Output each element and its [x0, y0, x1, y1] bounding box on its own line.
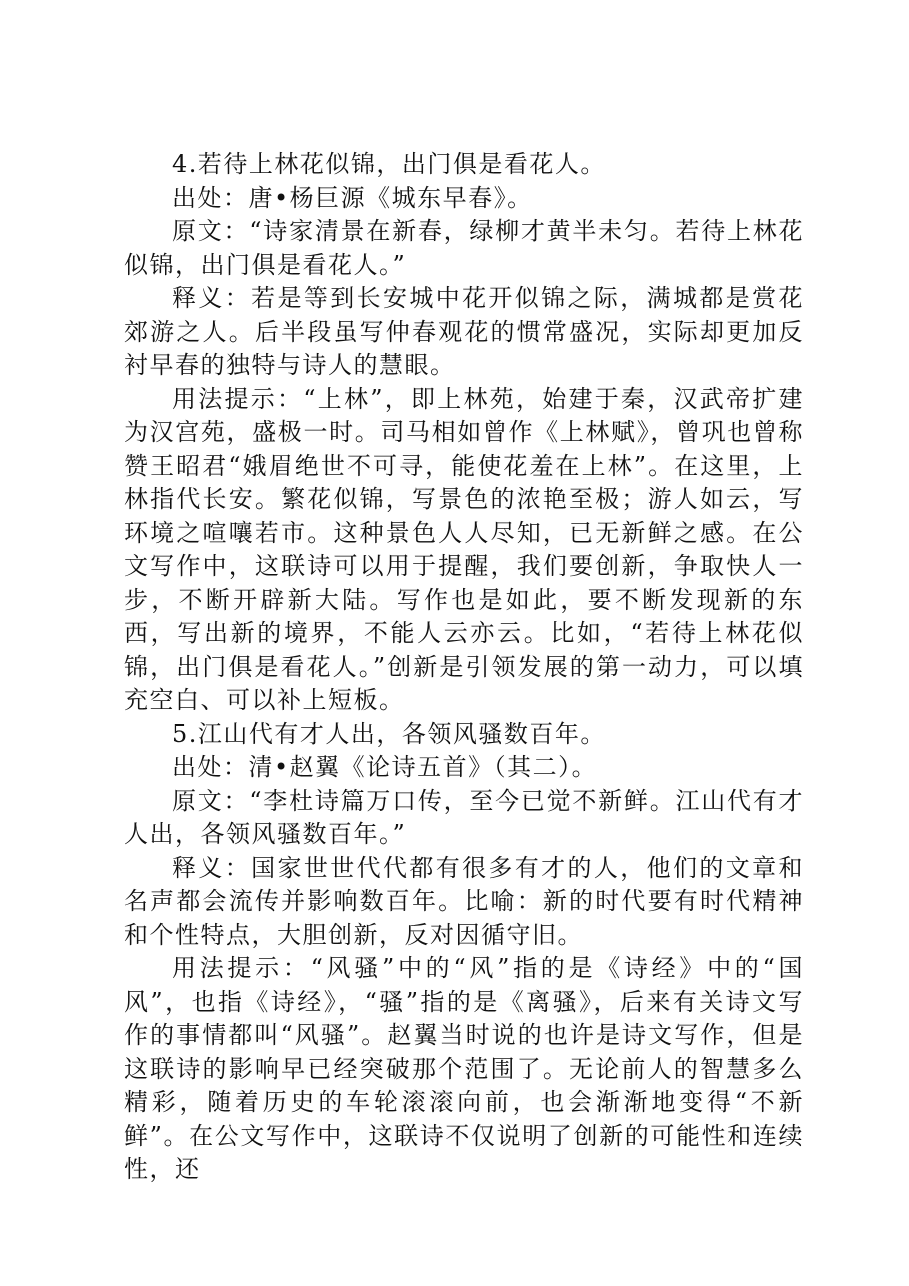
item-5-interpretation: 释义：国家世世代代都有很多有才的人，他们的文章和名声都会流传并影响数百年。比喻：新的时代要有时代精神和个性特点，大胆创新，反对因循守旧。: [124, 853, 804, 949]
document-body: [124, 148, 804, 1187]
item-4-interpretation: 释义：若是等到长安城中花开似锦之际，满城都是赏花郊游之人。后半段虽写仲春观花的惯常盛况，实际却更加反衬早春的独特与诗人的慧眼。: [124, 284, 804, 379]
item-4-original-text: 原文：“诗家清景在新春，绿柳才黄半未匀。若待上林花似锦，出门俱是看花人。”: [124, 217, 804, 279]
item-4-usage-tips: 用法提示：“上林”，即上林苑，始建于秦，汉武帝扩建为汉宫苑，盛极一时。司马相如曾作《上林赋》，曾巩也曾称赞王昭君“娥眉绝世不可寻，能使花羞在上林”。在这里，上林指代长安。繁花似锦，写景色的浓艳至极；游人如云，写环境之喧嚷若市。这种景色人人尽知，已无新鲜之感。在公文写作中，这联诗可以用于提醒，我们要创新，争取快人一步，不断开辟新大陆。写作也是如此，要不断发现新的东西，写出新的境界，不能人云亦云。比如，“若待上林花似锦，出门俱是看花人。”创新是引领发展的第一动力，可以填充空白、可以补上短板。: [124, 384, 804, 714]
item-4-heading: 4.若待上林花似锦，出门俱是看花人。: [172, 150, 606, 178]
item-5-heading: 5.江山代有才人出，各领风骚数百年。: [172, 719, 606, 748]
item-5-original-text: 原文：“李杜诗篇万口传，至今已觉不新鲜。江山代有才人出，各领风骚数百年。”: [124, 786, 804, 848]
item-5-usage-tips: 用法提示：“风骚”中的“风”指的是《诗经》中的“国风”，也指《诗经》，“骚”指的是《离骚》，后来有关诗文写作的事情都叫“风骚”。赵翼当时说的也许是诗文写作，但是这联诗的影响早已经突破那个范围了。无论前人的智慧多么精彩，随着历史的车轮滚滚向前，也会渐渐地变得“不新鲜”。在公文写作中，这联诗不仅说明了创新的可能性和连续性，还: [124, 954, 804, 1183]
item-4-source: 出处：唐•杨巨源《城东早春》。: [172, 183, 533, 212]
item-5-source: 出处：清•赵翼《论诗五首》（其二）。: [172, 753, 598, 781]
